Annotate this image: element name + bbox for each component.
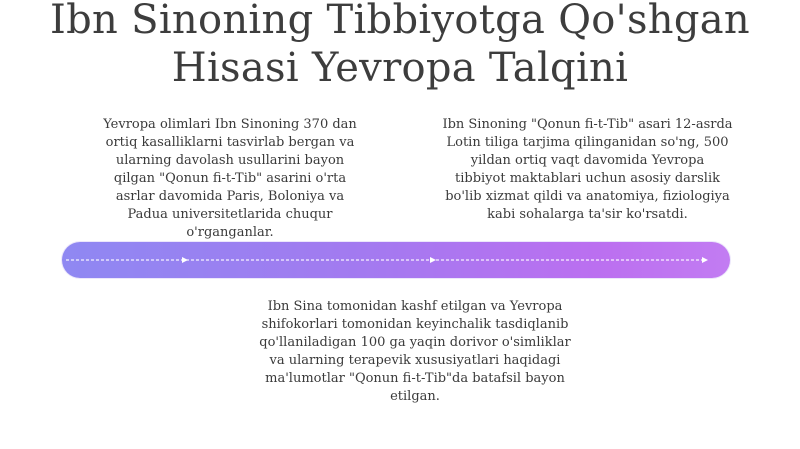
timeline-arrow-3: [702, 257, 708, 263]
timeline-arrow-1: [182, 257, 188, 263]
slide-title-line: [0, 0, 800, 92]
timeline-arrows: [62, 242, 730, 278]
timeline-arrow-2: [430, 257, 436, 263]
slide-title-line-2: Hisasi Yevropa Talqini: [171, 45, 629, 91]
text-block-bottom: Ibn Sina tomonidan kashf etilgan va Yevropa shifokorlari tomonidan keyinchalik tasdiqlanib qo'llaniladigan 100 ga yaqin dorivor o'simliklar va ularning terapevik xususiyatlari haqidagi ma'lumotlar "Qonun fi-t-Tib"da batafsil bayon etilgan.: [259, 299, 571, 404]
slide-title-line-1: Ibn Sinoning Tibbiyotga Qo'shgan: [50, 0, 750, 43]
timeline-bar: [62, 242, 730, 278]
text-block-right: Ibn Sinoning "Qonun fi-t-Tib" asari 12-asrda Lotin tiliga tarjima qilinganidan so'ng, 500 yildan ortiq vaqt davomida Yevropa tibbiyot maktablari uchun asosiy darslik bo'lib xizmat qildi va anatomiya, fiziologiya kabi sohalarga ta'sir ko'rsatdi.: [442, 117, 733, 222]
slide-title: [0, 0, 800, 92]
text-block-left: Yevropa olimlari Ibn Sinoning 370 dan ortiq kasalliklarni tasvirlab bergan va ularning davolash usullarini bayon qilgan "Qonun fi-t-Tib" asarini o'rta asrlar davomida Paris, Boloniya va Padua universitetlarida chuqur o'rganganlar.: [103, 117, 357, 240]
